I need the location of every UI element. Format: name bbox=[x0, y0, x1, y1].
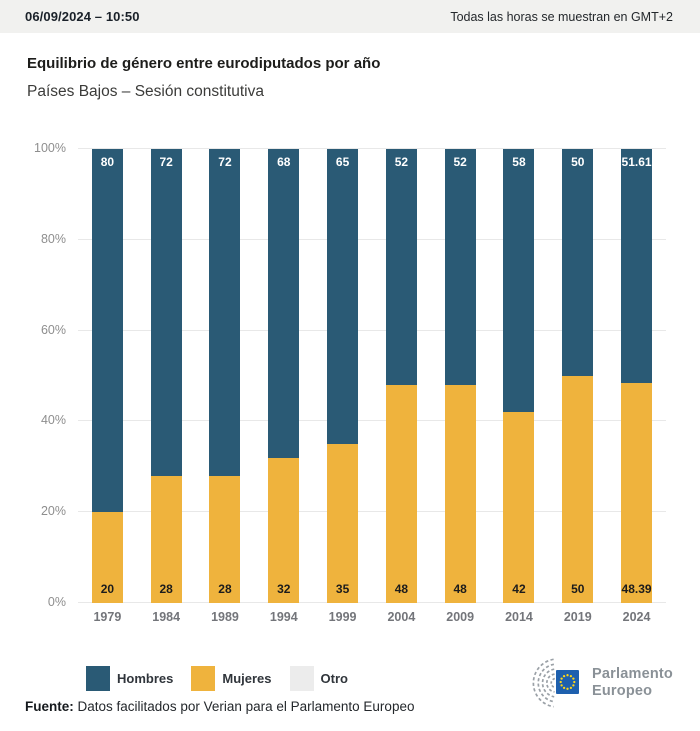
bar-segment-mujeres-2024[interactable] bbox=[621, 383, 652, 603]
bar-value-label-hombres-1989: 72 bbox=[218, 155, 232, 169]
legend-swatch-mujeres bbox=[191, 666, 215, 691]
bar-group-1989 bbox=[196, 149, 255, 603]
bar-value-label-mujeres-2019: 50 bbox=[571, 582, 585, 596]
x-axis-label-2014: 2014 bbox=[505, 610, 533, 624]
y-tick-label-80: 80% bbox=[40, 231, 66, 246]
bar-segment-mujeres-1999[interactable] bbox=[327, 444, 358, 603]
x-axis-label-1984: 1984 bbox=[152, 610, 181, 624]
bar-segment-hombres-1994[interactable] bbox=[268, 149, 299, 458]
bar-segment-hombres-1979[interactable] bbox=[92, 149, 123, 512]
bar-1984[interactable] bbox=[151, 149, 182, 603]
bar-segment-hombres-2009[interactable] bbox=[445, 149, 476, 385]
bar-value-label-hombres-1994: 68 bbox=[277, 155, 291, 169]
bar-segment-hombres-2024[interactable] bbox=[621, 149, 652, 383]
legend-swatch-hombres bbox=[86, 666, 110, 691]
bar-value-label-hombres-2009: 52 bbox=[453, 155, 467, 169]
bar-group-2014 bbox=[490, 149, 549, 603]
logo-wordmark bbox=[592, 666, 673, 700]
bar-segment-mujeres-1994[interactable] bbox=[268, 458, 299, 603]
bar-value-label-hombres-1999: 65 bbox=[335, 155, 350, 169]
bar-segment-hombres-2014[interactable] bbox=[503, 149, 534, 412]
parliament-hemicycle-icon bbox=[521, 654, 579, 712]
x-axis-label-1979: 1979 bbox=[93, 610, 122, 624]
bar-value-label-hombres-1984: 72 bbox=[159, 155, 173, 169]
bar-value-label-hombres-2024: 51.61 bbox=[621, 155, 652, 169]
bar-value-label-hombres-2019: 50 bbox=[571, 155, 585, 169]
bar-segment-mujeres-1979[interactable] bbox=[92, 512, 123, 603]
bar-1979[interactable] bbox=[92, 149, 123, 603]
european-parliament-logo bbox=[521, 654, 673, 712]
bar-segment-mujeres-2014[interactable] bbox=[503, 412, 534, 603]
logo-line2: Europeo bbox=[592, 683, 653, 699]
bar-1999[interactable] bbox=[327, 149, 358, 603]
bar-group-1984 bbox=[137, 149, 196, 603]
bar-2014[interactable] bbox=[503, 149, 534, 603]
bar-group-2019 bbox=[548, 149, 607, 603]
bar-value-label-hombres-2004: 52 bbox=[394, 155, 409, 169]
bar-value-label-mujeres-1979: 20 bbox=[100, 581, 115, 596]
bar-segment-mujeres-1989[interactable] bbox=[209, 476, 240, 603]
bar-segment-mujeres-2004[interactable] bbox=[386, 385, 417, 603]
bar-group-2004 bbox=[372, 149, 431, 603]
x-axis-label-2009: 2009 bbox=[446, 610, 475, 624]
bar-value-label-mujeres-1994: 32 bbox=[277, 581, 291, 596]
x-axis-label-1989: 1989 bbox=[211, 610, 239, 624]
source-label: Fuente: bbox=[25, 699, 74, 714]
bar-group-2009 bbox=[431, 149, 490, 603]
bar-group-1999 bbox=[313, 149, 372, 603]
bar-segment-mujeres-1984[interactable] bbox=[151, 476, 182, 603]
datetime-label: 06/09/2024 – 10:50 bbox=[25, 9, 140, 24]
x-axis-label-1994: 1994 bbox=[269, 610, 298, 624]
bar-value-label-mujeres-2009: 48 bbox=[453, 581, 467, 596]
y-tick-label-100: 100% bbox=[34, 140, 66, 155]
x-axis-label-1999: 1999 bbox=[328, 610, 357, 624]
y-tick-label-40: 40% bbox=[40, 413, 66, 428]
plot-area bbox=[34, 140, 666, 609]
bar-value-label-mujeres-1999: 35 bbox=[335, 581, 350, 596]
bar-segment-hombres-1999[interactable] bbox=[327, 149, 358, 444]
page-subtitle: Países Bajos – Sesión constitutiva bbox=[27, 83, 264, 100]
bar-segment-mujeres-2019[interactable] bbox=[562, 376, 593, 603]
x-axis-label-2004: 2004 bbox=[387, 610, 416, 624]
bar-value-label-hombres-2014: 58 bbox=[512, 155, 526, 169]
bar-segment-hombres-1984[interactable] bbox=[151, 149, 182, 476]
source-text-value: Datos facilitados por Verian para el Parlamento Europeo bbox=[77, 699, 415, 714]
y-tick-label-60: 60% bbox=[40, 322, 66, 337]
bar-segment-hombres-1989[interactable] bbox=[209, 149, 240, 476]
x-axis-label-2024: 2024 bbox=[622, 610, 651, 624]
top-bar bbox=[0, 0, 700, 33]
legend-label-otro: Otro bbox=[320, 671, 348, 686]
page-title: Equilibrio de género entre eurodiputados por año bbox=[27, 55, 381, 72]
bars-container bbox=[78, 149, 666, 603]
bar-2019[interactable] bbox=[562, 149, 593, 603]
bar-group-2024 bbox=[607, 149, 666, 603]
bar-value-label-mujeres-2024: 48.39 bbox=[621, 581, 652, 596]
legend-swatch-otro bbox=[290, 666, 314, 691]
bar-value-label-hombres-1979: 80 bbox=[100, 155, 115, 169]
bar-value-label-mujeres-2014: 42 bbox=[512, 581, 526, 596]
bar-group-1994 bbox=[254, 149, 313, 603]
bar-2009[interactable] bbox=[445, 149, 476, 603]
bar-2004[interactable] bbox=[386, 149, 417, 603]
bar-value-label-mujeres-2004: 48 bbox=[394, 581, 409, 596]
bar-segment-hombres-2004[interactable] bbox=[386, 149, 417, 385]
bar-value-label-mujeres-1984: 28 bbox=[159, 581, 173, 596]
bar-group-1979 bbox=[78, 149, 137, 603]
bar-segment-mujeres-2009[interactable] bbox=[445, 385, 476, 603]
x-axis-labels bbox=[78, 610, 666, 624]
y-tick-label-0: 0% bbox=[47, 594, 66, 609]
timezone-note: Todas las horas se muestran en GMT+2 bbox=[450, 9, 673, 24]
bar-1994[interactable] bbox=[268, 149, 299, 603]
logo-line1: Parlamento bbox=[592, 666, 673, 682]
bar-value-label-mujeres-1989: 28 bbox=[218, 581, 232, 596]
legend-item-mujeres[interactable] bbox=[191, 666, 271, 691]
y-tick-label-20: 20% bbox=[40, 503, 66, 518]
x-axis-label-2019: 2019 bbox=[563, 610, 592, 624]
legend-label-mujeres: Mujeres bbox=[222, 671, 272, 686]
legend bbox=[86, 666, 366, 691]
bar-1989[interactable] bbox=[209, 149, 240, 603]
legend-item-otro[interactable] bbox=[290, 666, 348, 691]
legend-label-hombres: Hombres bbox=[117, 671, 174, 686]
bar-segment-hombres-2019[interactable] bbox=[562, 149, 593, 376]
bar-2024[interactable] bbox=[621, 149, 652, 603]
legend-item-hombres[interactable] bbox=[86, 666, 173, 691]
source-note bbox=[25, 699, 414, 714]
